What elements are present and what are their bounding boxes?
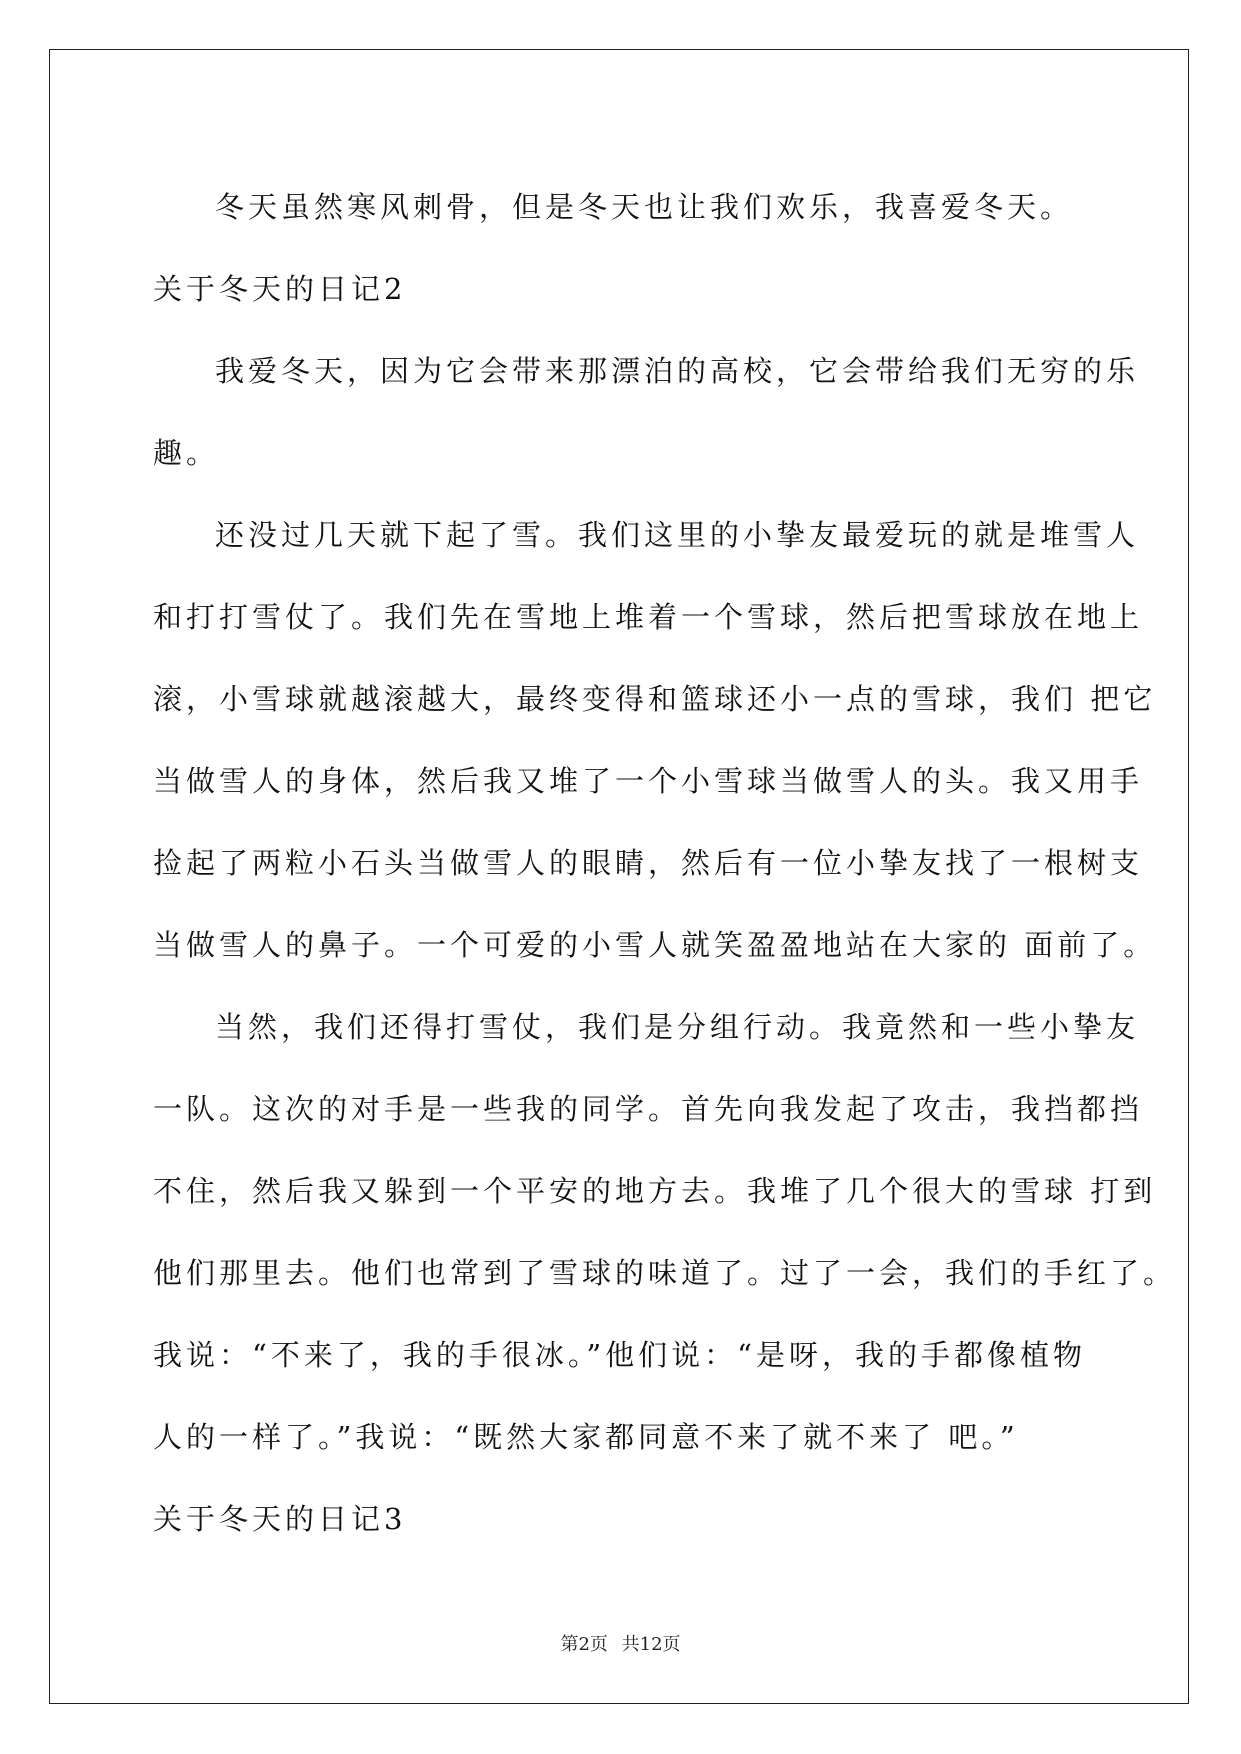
document-body: [153, 166, 1177, 1560]
paragraph-line: 当然，我们还得打雪仗，我们是分组行动。我竟然和一些小挚友: [215, 1010, 1140, 1044]
paragraph-line: 我爱冬天，因为它会带来那漂泊的高校，它会带给我们无穷的乐: [215, 354, 1140, 388]
paragraph-line: 滚，小雪球就越滚越大，最终变得和篮球还小一点的雪球，我们 把它: [153, 682, 1157, 716]
paragraph-line: 一队。这次的对手是一些我的同学。首先向我发起了攻击，我挡都挡: [153, 1092, 1144, 1126]
page-number: 第2页: [560, 1634, 608, 1655]
paragraph-line: 当做雪人的身体，然后我又堆了一个小雪球当做雪人的头。我又用手: [153, 764, 1144, 798]
paragraph-line: 当做雪人的鼻子。一个可爱的小雪人就笑盈盈地站在大家的 面前了。: [153, 928, 1157, 962]
paragraph-line: 还没过几天就下起了雪。我们这里的小挚友最爱玩的就是堆雪人: [215, 518, 1140, 552]
paragraph-line: 和打打雪仗了。我们先在雪地上堆着一个雪球，然后把雪球放在地上: [153, 600, 1144, 634]
section-heading: 关于冬天的日记3: [153, 1502, 407, 1536]
page-total: 共12页: [621, 1634, 681, 1655]
section-heading: 关于冬天的日记2: [153, 272, 407, 306]
paragraph-line: 他们那里去。他们也常到了雪球的味道了。过了一会，我们的手红了。: [153, 1256, 1177, 1290]
paragraph-line: 捡起了两粒小石头当做雪人的眼睛，然后有一位小挚友找了一根树支: [153, 846, 1144, 880]
paragraph-line: 冬天虽然寒风刺骨，但是冬天也让我们欢乐，我喜爱冬天。: [215, 190, 1074, 224]
paragraph-line: 不住，然后我又躲到一个平安的地方去。我堆了几个很大的雪球 打到: [153, 1174, 1157, 1208]
page-footer: [0, 1630, 1241, 1656]
paragraph-line: 人的一样了。”我说：“既然大家都同意不来了就不来了 吧。”: [153, 1420, 1019, 1454]
paragraph-line: 我说：“不来了，我的手很冰。”他们说：“是呀，我的手都像植物: [153, 1338, 1086, 1372]
paragraph-line: 趣。: [153, 436, 220, 470]
